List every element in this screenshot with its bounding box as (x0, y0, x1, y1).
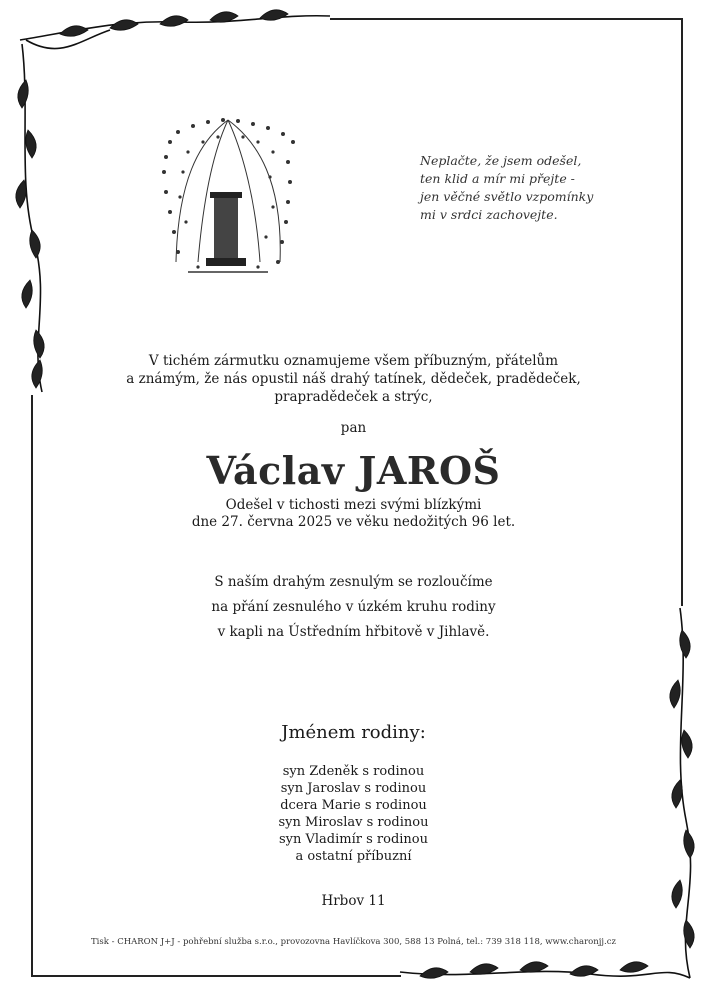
departed-line: Odešel v tichosti mezi svými blízkými (225, 497, 482, 513)
willow-tree-pedestal-icon (148, 112, 308, 282)
poem-line: mi v srdci zachovejte. (420, 207, 558, 222)
intro-line: prapradědeček a strýc, (274, 389, 433, 405)
family-member: syn Vladimír s rodinou (278, 832, 429, 847)
deceased-name (0, 448, 707, 493)
intro-text (0, 352, 707, 406)
family-title: Jménem rodiny: (281, 722, 426, 743)
family-member: dcera Marie s rodinou (280, 798, 427, 813)
deceased-first-name: Václav (206, 448, 345, 493)
family-member: syn Miroslav s rodinou (278, 815, 429, 830)
departed-text (0, 497, 707, 531)
printer-footer: Tisk - CHARON J+J - pohřební služba s.r.o., provozovna Havlíčkova 300, 588 13 Polná, tel.: 739 318 118, www.charonjj.cz (91, 937, 616, 947)
family-list (0, 763, 707, 865)
grave-number: Hrbov 11 (321, 893, 386, 909)
poem (420, 152, 610, 224)
poem-line: jen věčné světlo vzpomínky (420, 189, 594, 204)
departed-line: dne 27. června 2025 ve věku nedožitých 96 let. (191, 514, 516, 530)
intro-line: a známým, že nás opustil náš drahý tatínek, dědeček, pradědeček, (126, 371, 581, 387)
farewell-text (0, 570, 707, 645)
frame-top-line (330, 18, 683, 20)
family-member: syn Zdeněk s rodinou (282, 764, 425, 779)
intro-line: V tichém zármutku oznamujeme všem příbuzným, přátelům (148, 353, 559, 369)
farewell-line: S naším drahým zesnulým se rozloučíme (214, 574, 493, 590)
frame-bottom-line (31, 975, 401, 977)
title-word: pan (340, 420, 367, 436)
deceased-last-name: JAROŠ (358, 448, 501, 493)
farewell-line: na přání zesnulého v úzkém kruhu rodiny (211, 599, 496, 615)
farewell-line: v kapli na Ústředním hřbitově v Jihlavě. (217, 624, 490, 640)
poem-line: Neplačte, že jsem odešel, (420, 153, 582, 168)
family-member: syn Jaroslav s rodinou (280, 781, 427, 796)
poem-line: ten klid a mír mi přejte - (420, 171, 575, 186)
family-member: a ostatní příbuzní (295, 849, 412, 864)
